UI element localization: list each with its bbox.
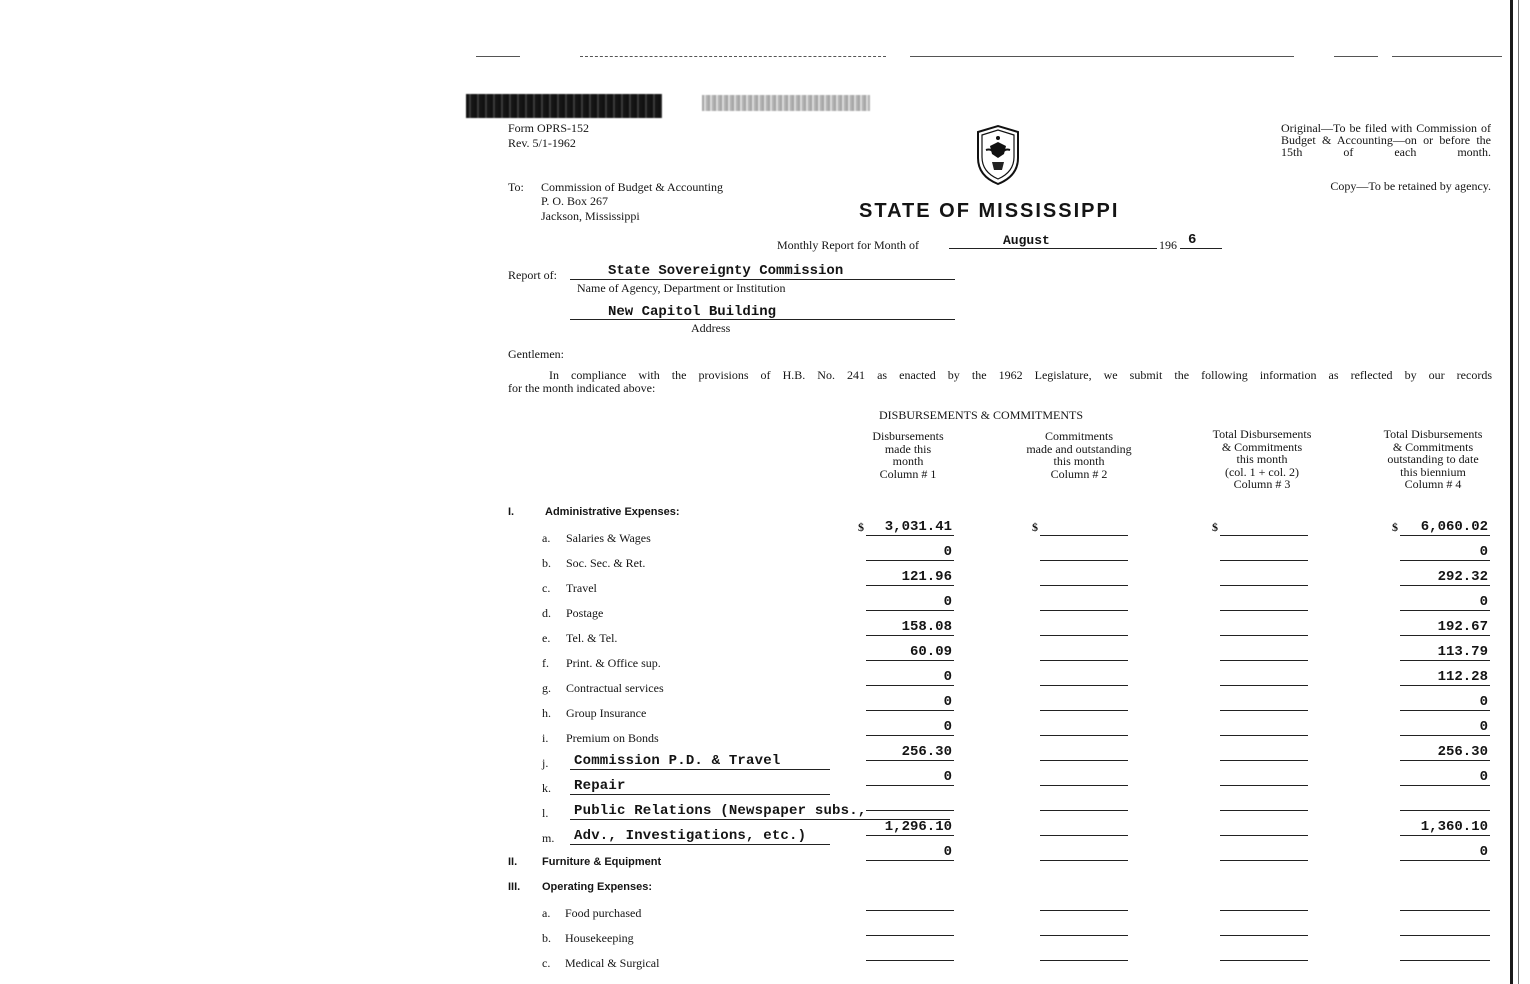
page-edge-shadow [1510, 0, 1513, 984]
cell-value: 0 [1479, 844, 1488, 860]
column-4-cell [1400, 942, 1490, 961]
cell-value: 0 [943, 719, 952, 735]
address-caption: Address [691, 321, 731, 335]
column-4-cell [1400, 692, 1490, 711]
row-label: Food purchased [565, 906, 642, 920]
column-2-cell [1040, 817, 1128, 836]
cell-value: 0 [943, 669, 952, 685]
cell-value: 158.08 [901, 619, 952, 635]
row-letter: a. [542, 906, 551, 920]
page-edge-shadow [1518, 0, 1519, 984]
dollar-sign: $ [1032, 520, 1038, 534]
row-label: Tel. & Tel. [566, 631, 618, 645]
row-label: Contractual services [566, 681, 664, 695]
cell-value: 0 [943, 544, 952, 560]
column-3-cell [1220, 717, 1308, 736]
column-3-cell [1220, 792, 1308, 811]
row-letter: h. [542, 706, 551, 720]
cell-value: 60.09 [909, 644, 952, 660]
cell-value: 121.96 [901, 569, 952, 585]
cell-value: 6,060.02 [1420, 519, 1488, 535]
state-seal-icon [970, 124, 1026, 188]
column-3-cell [1220, 892, 1308, 911]
column-1-cell [866, 692, 954, 711]
column-4-cell [1400, 792, 1490, 811]
column-2-cell [1040, 692, 1128, 711]
agency-name: State Sovereignty Commission [608, 263, 844, 279]
column-3-cell [1220, 567, 1308, 586]
cell-value: 0 [943, 769, 952, 785]
agency-name-caption: Name of Agency, Department or Institution [577, 281, 786, 295]
column-4-cell [1400, 717, 1490, 736]
recipient-line: Jackson, Mississippi [541, 209, 640, 223]
cell-value: 1,296.10 [884, 819, 952, 835]
column-2-cell [1040, 917, 1128, 936]
scan-line-artifact [910, 56, 1294, 57]
cell-value: 292.32 [1437, 569, 1488, 585]
form-number: Form OPRS-152 [508, 121, 590, 135]
column-3-cell [1220, 917, 1308, 936]
row-letter: d. [542, 606, 551, 620]
column-3-cell [1212, 517, 1308, 536]
column-4-cell [1400, 617, 1490, 636]
cell-value: 256.30 [1437, 744, 1488, 760]
column-3-cell [1220, 617, 1308, 636]
row-label: Group Insurance [566, 706, 647, 720]
row-letter: c. [542, 581, 551, 595]
column-1-cell [866, 942, 954, 961]
scan-line-artifact [1392, 56, 1502, 57]
row-label: Travel [566, 581, 597, 595]
row-label: Postage [566, 606, 604, 620]
row-letter: g. [542, 681, 551, 695]
month-underline [949, 248, 1157, 249]
column-4-cell [1400, 767, 1490, 786]
report-year-prefix: 196 [1159, 238, 1177, 252]
row-label: Housekeeping [565, 931, 634, 945]
row-label-typed: Public Relations (Newspaper subs., [574, 803, 867, 819]
column-3-cell [1220, 842, 1308, 861]
column-1-cell [866, 567, 954, 586]
column-1-cell [866, 817, 954, 836]
filing-notice-copy: Copy—To be retained by agency. [1330, 179, 1491, 193]
row-label-typed: Commission P.D. & Travel [574, 753, 781, 769]
row-label: Salaries & Wages [566, 531, 651, 545]
row-label-typed: Adv., Investigations, etc.) [574, 828, 807, 844]
column-2-cell [1040, 842, 1128, 861]
column-2-cell [1040, 767, 1128, 786]
row-letter: l. [542, 806, 549, 820]
column-4-cell [1400, 742, 1490, 761]
row-letter: f. [542, 656, 549, 670]
scan-smudge [702, 95, 870, 111]
column-1-cell [858, 517, 954, 536]
column-1-cell [866, 792, 954, 811]
row-label: Print. & Office sup. [566, 656, 661, 670]
column-header-2: Commitments made and outstanding this month Column # 2 [1026, 429, 1132, 481]
year-underline [1180, 248, 1222, 249]
intro-line-2: for the month indicated above: [508, 381, 656, 395]
row-letter: i. [542, 731, 549, 745]
column-3-cell [1220, 817, 1308, 836]
column-3-cell [1220, 592, 1308, 611]
row-label: Medical & Surgical [565, 956, 660, 970]
column-header-1: Disbursements made this month Column # 1 [872, 429, 944, 481]
scan-line-artifact [580, 56, 886, 57]
filing-notice-original: Original—To be filed with Commission of Budget & Accounting—on or before the 15th of each month. [1281, 121, 1491, 159]
column-1-cell [866, 617, 954, 636]
column-3-cell [1220, 767, 1308, 786]
row-letter: e. [542, 631, 551, 645]
column-4-cell [1400, 542, 1490, 561]
cell-value: 1,360.10 [1420, 819, 1488, 835]
row-letter: m. [542, 831, 555, 845]
column-4-cell [1400, 667, 1490, 686]
column-header-4: Total Disbursements & Commitments outstanding to date this biennium Column # 4 [1383, 427, 1483, 491]
column-2-cell [1040, 742, 1128, 761]
cell-value: 0 [1479, 694, 1488, 710]
row-label: Soc. Sec. & Ret. [566, 556, 646, 570]
report-year-digit: 6 [1188, 232, 1197, 248]
section-title-furniture: Furniture & Equipment [542, 856, 662, 868]
column-2-cell [1040, 942, 1128, 961]
column-3-cell [1220, 942, 1308, 961]
to-label: To: [508, 180, 524, 194]
column-1-cell [866, 742, 954, 761]
column-2-cell [1040, 567, 1128, 586]
column-2-cell [1040, 642, 1128, 661]
agency-address: New Capitol Building [608, 304, 777, 320]
column-3-cell [1220, 667, 1308, 686]
section-title-administrative: Administrative Expenses: [545, 506, 680, 518]
section-roman: II. [508, 856, 518, 868]
column-4-cell [1400, 842, 1490, 861]
column-2-cell [1040, 542, 1128, 561]
column-2-cell [1040, 717, 1128, 736]
scan-line-artifact [476, 56, 520, 57]
cell-value: 0 [943, 594, 952, 610]
cell-value: 0 [943, 844, 952, 860]
cell-value: 112.28 [1437, 669, 1488, 685]
column-header-3: Total Disbursements & Commitments this month (col. 1 + col. 2) Column # 3 [1212, 427, 1312, 491]
report-period-label: Monthly Report for Month of [777, 238, 919, 252]
row-label-typed: Repair [574, 778, 626, 794]
column-4-cell [1392, 517, 1490, 536]
column-1-cell [866, 642, 954, 661]
row-letter: a. [542, 531, 551, 545]
cell-value: 0 [1479, 769, 1488, 785]
scan-line-artifact [1334, 56, 1378, 57]
column-1-cell [866, 667, 954, 686]
dollar-sign: $ [858, 520, 864, 534]
column-2-cell [1032, 517, 1128, 536]
column-1-cell [866, 542, 954, 561]
column-2-cell [1040, 617, 1128, 636]
recipient-line: Commission of Budget & Accounting [541, 180, 723, 194]
column-2-cell [1040, 592, 1128, 611]
column-2-cell [1040, 892, 1128, 911]
column-4-cell [1400, 917, 1490, 936]
report-month: August [1003, 233, 1050, 248]
column-4-cell [1400, 567, 1490, 586]
salutation: Gentlemen: [508, 347, 564, 361]
section-roman: III. [508, 881, 521, 893]
column-4-cell [1400, 892, 1490, 911]
section-title-operating: Operating Expenses: [542, 881, 653, 893]
column-2-cell [1040, 667, 1128, 686]
row-letter: b. [542, 556, 551, 570]
column-3-cell [1220, 642, 1308, 661]
row-letter: c. [542, 956, 551, 970]
cell-value: 0 [1479, 719, 1488, 735]
cell-value: 113.79 [1437, 644, 1488, 660]
column-1-cell [866, 842, 954, 861]
column-1-cell [866, 892, 954, 911]
state-title: STATE OF MISSISSIPPI [859, 200, 1120, 222]
row-label-underline [570, 794, 830, 795]
cell-value: 0 [1479, 544, 1488, 560]
row-label-underline [570, 769, 830, 770]
column-4-cell [1400, 817, 1490, 836]
table-title: DISBURSEMENTS & COMMITMENTS [879, 408, 1084, 422]
row-letter: b. [542, 931, 551, 945]
column-3-cell [1220, 742, 1308, 761]
column-4-cell [1400, 592, 1490, 611]
column-1-cell [866, 592, 954, 611]
intro-line-1: In compliance with the provisions of H.B. No. 241 as enacted by the 1962 Legislature, we submit the following information as reflected by our records [549, 368, 1492, 382]
row-letter: k. [542, 781, 551, 795]
row-letter: j. [542, 756, 549, 770]
column-3-cell [1220, 542, 1308, 561]
dollar-sign: $ [1212, 520, 1218, 534]
agency-name-underline [570, 279, 955, 280]
column-1-cell [866, 767, 954, 786]
cell-value: 0 [943, 694, 952, 710]
column-4-cell [1400, 642, 1490, 661]
redaction-mark [466, 94, 662, 118]
row-label: Premium on Bonds [566, 731, 659, 745]
form-revision: Rev. 5/1-1962 [508, 136, 576, 150]
cell-value: 0 [1479, 594, 1488, 610]
cell-value: 3,031.41 [884, 519, 952, 535]
report-of-label: Report of: [508, 268, 557, 282]
column-1-cell [866, 717, 954, 736]
cell-value: 192.67 [1437, 619, 1488, 635]
column-2-cell [1040, 792, 1128, 811]
dollar-sign: $ [1392, 520, 1398, 534]
column-3-cell [1220, 692, 1308, 711]
recipient-line: P. O. Box 267 [541, 194, 609, 208]
row-label-underline [570, 844, 830, 845]
column-1-cell [866, 917, 954, 936]
section-roman: I. [508, 506, 515, 518]
cell-value: 256.30 [901, 744, 952, 760]
